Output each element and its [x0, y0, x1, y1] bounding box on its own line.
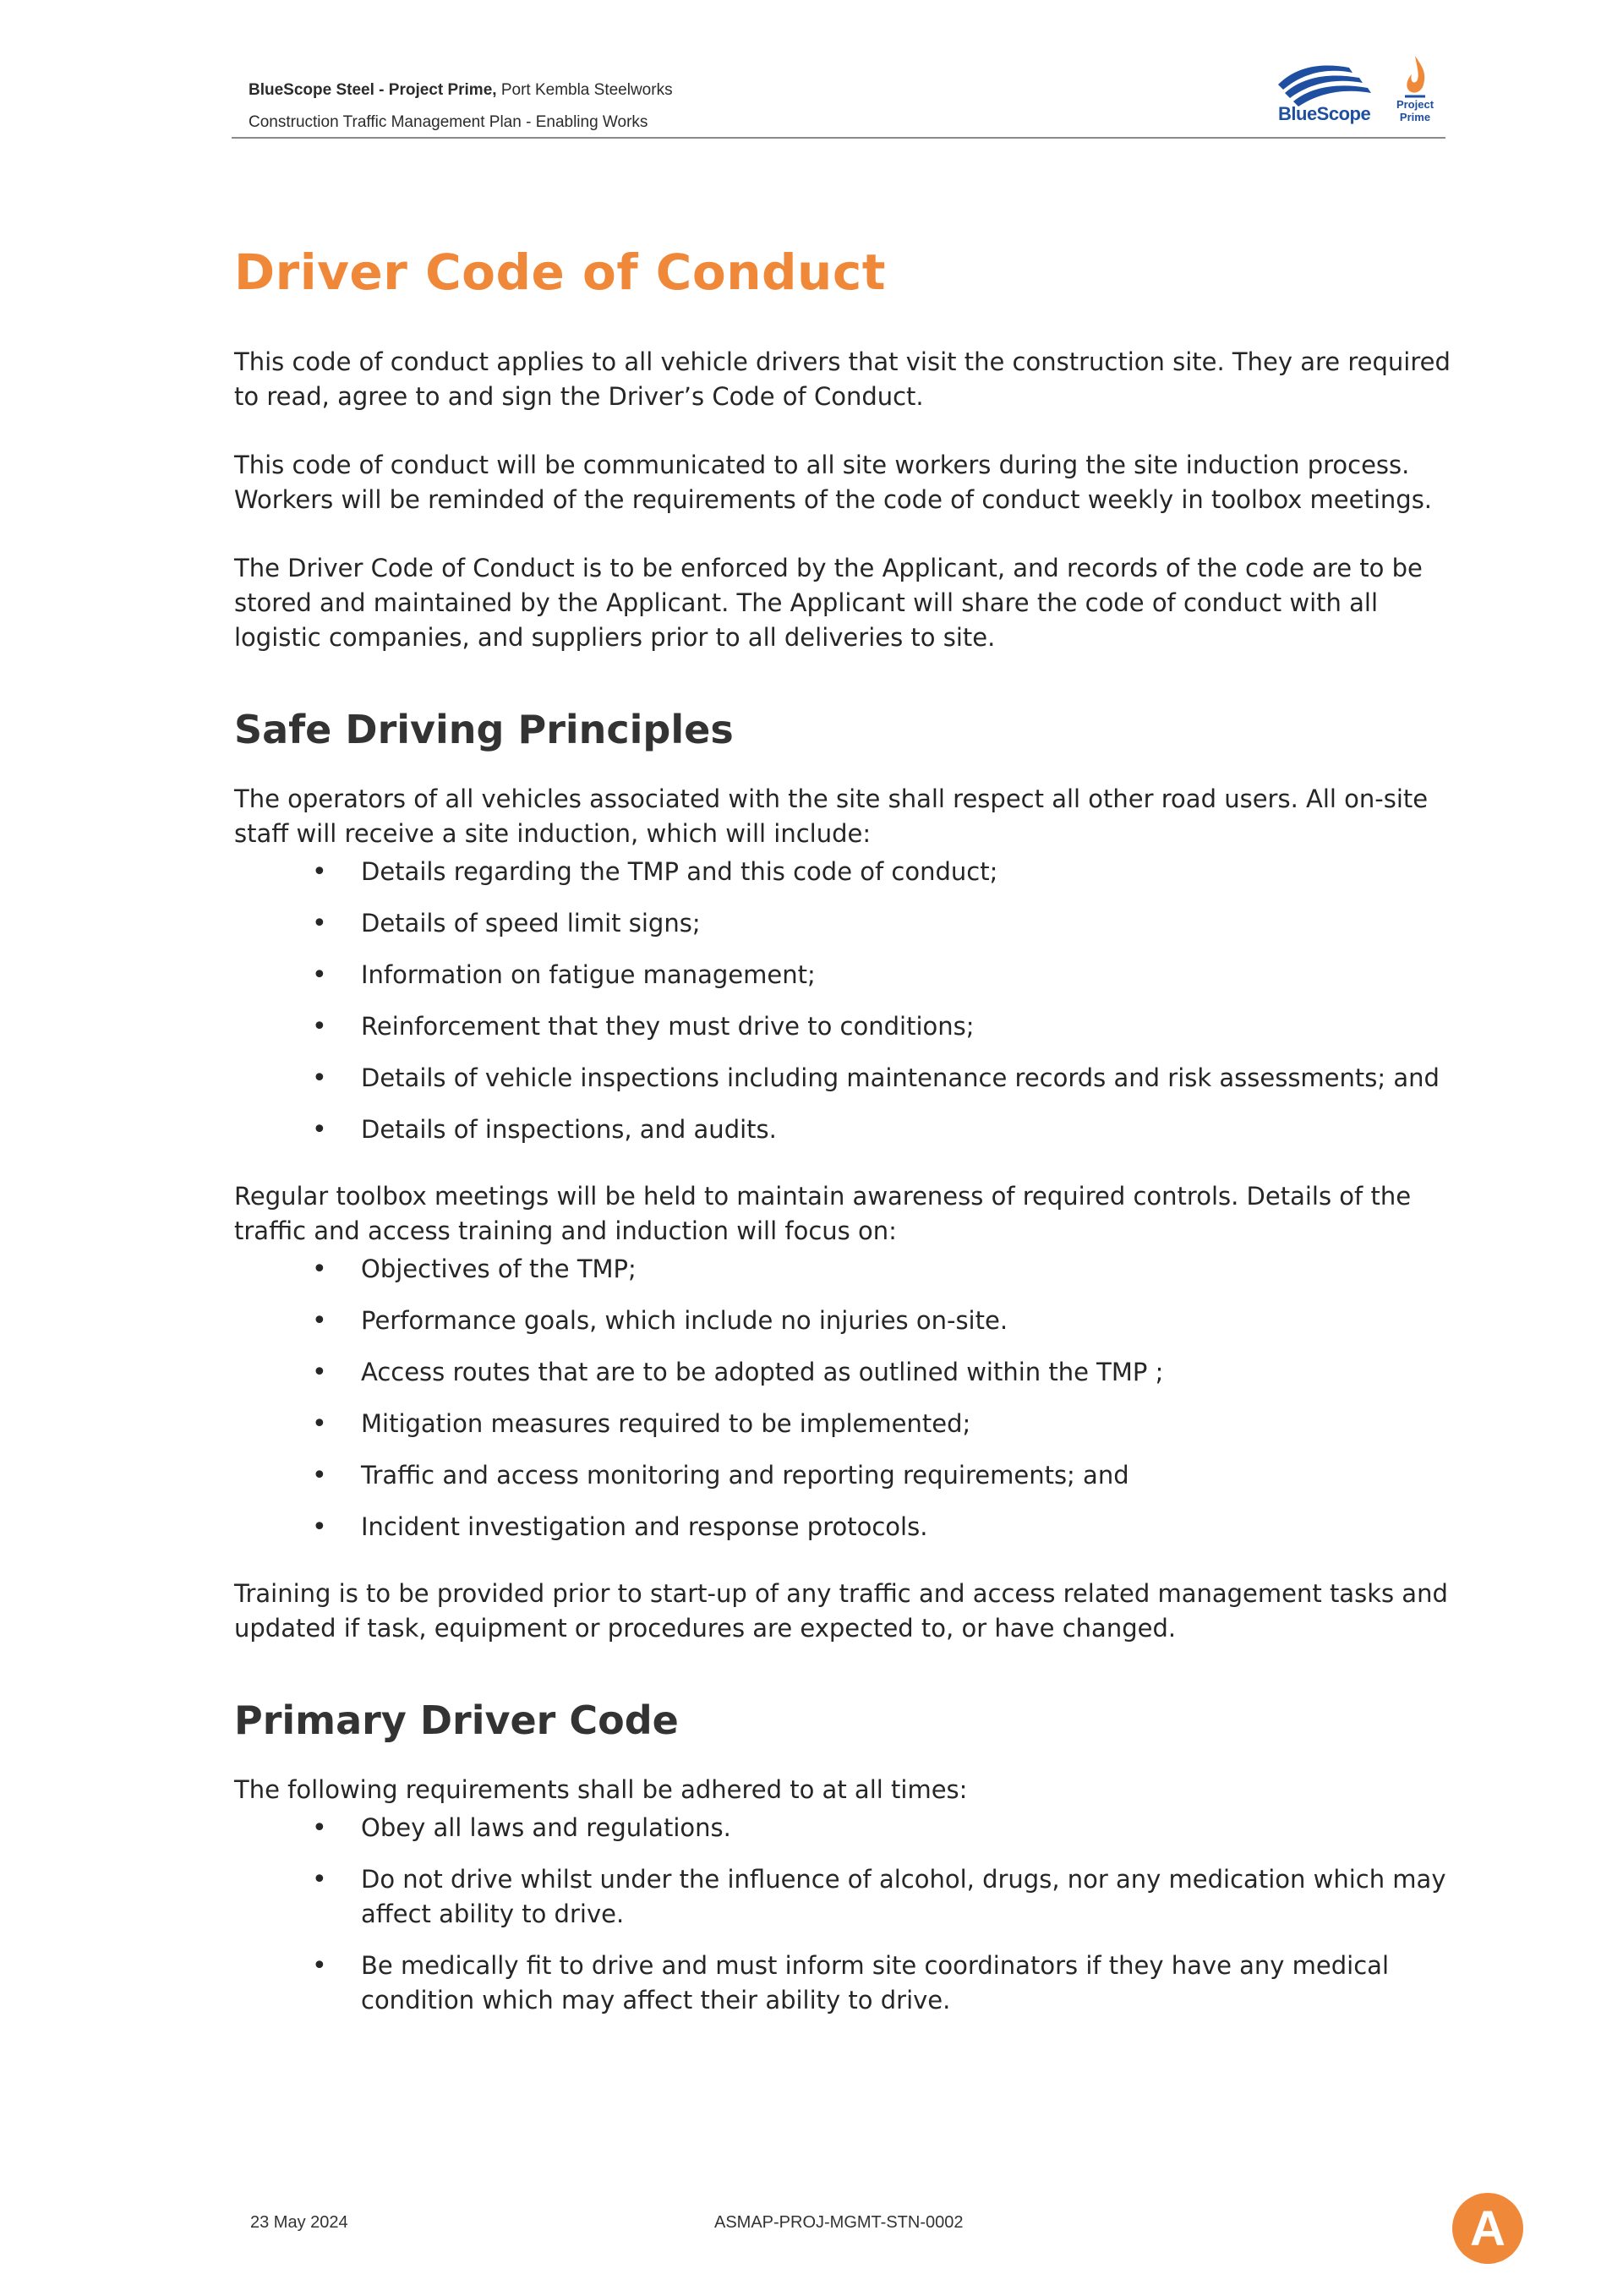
intro-paragraph-2: This code of conduct will be communicated to all site workers during the site induction process. Workers will be reminded of the requirements of the code of conduct weekly in toolbox meetings.: [234, 451, 1433, 514]
safe-driving-intro: The operators of all vehicles associated with the site shall respect all other road users. All on-site staff will receive a site induction, which will include:: [234, 784, 1429, 848]
document-body: [234, 237, 1451, 2050]
focus-list: [234, 1252, 1451, 1544]
intro-paragraph-3: The Driver Code of Conduct is to be enforced by the Applicant, and records of the code are to be stored and maintained by the Applicant. The Applicant will share the code of conduct with all logistic companies, and suppliers prior to all deliveries to site.: [234, 554, 1423, 652]
training-paragraph: Training is to be provided prior to start-up of any traffic and access related management tasks and updated if task, equipment or procedures are expected to, or have changed.: [234, 1579, 1448, 1643]
list-item: • Incident investigation and response protocols.: [234, 1510, 1451, 1544]
prime-logo-line-1: Project: [1396, 98, 1434, 111]
list-item: • Obey all laws and regulations.: [234, 1811, 1451, 1845]
page-title: Driver Code of Conduct: [234, 243, 886, 301]
list-item: • Details of speed limit signs;: [234, 906, 1451, 941]
project-prime-logo-text: [1390, 98, 1440, 123]
page-header: [232, 73, 1445, 139]
list-item: • Be medically fit to drive and must inform site coordinators if they have any medical condition which may affect their ability to drive.: [234, 1949, 1451, 2018]
header-subtitle: Construction Traffic Management Plan - Enabling Works: [249, 113, 648, 131]
list-item: • Performance goals, which include no injuries on-site.: [234, 1304, 1451, 1338]
list-item: • Details of inspections, and audits.: [234, 1112, 1451, 1147]
footer-date: 23 May 2024: [250, 2213, 348, 2232]
intro-paragraph-1: This code of conduct applies to all vehicle drivers that visit the construction site. They are required to read, agree to and sign the Driver’s Code of Conduct.: [234, 347, 1451, 411]
primary-code-intro: The following requirements shall be adhered to at all times:: [234, 1775, 968, 1804]
primary-code-heading: Primary Driver Code: [234, 1697, 679, 1743]
induction-list: [234, 855, 1451, 1147]
prime-logo-line-2: Prime: [1399, 111, 1431, 123]
header-company: BlueScope Steel - Project Prime,: [249, 81, 497, 99]
toolbox-intro: Regular toolbox meetings will be held to maintain awareness of required controls. Details of the traffic and access training and induction will focus on:: [234, 1182, 1412, 1245]
list-item: • Details regarding the TMP and this code of conduct;: [234, 855, 1451, 889]
list-item: • Reinforcement that they must drive to conditions;: [234, 1009, 1451, 1044]
bluescope-logo-text: BlueScope: [1278, 103, 1371, 124]
footer-doc-number: ASMAP-PROJ-MGMT-STN-0002: [714, 2213, 964, 2232]
list-item: • Details of vehicle inspections including maintenance records and risk assessments; and: [234, 1061, 1451, 1096]
list-item: • Objectives of the TMP;: [234, 1252, 1451, 1287]
header-location: Port Kembla Steelworks: [500, 81, 673, 99]
safe-driving-heading: Safe Driving Principles: [234, 707, 734, 752]
list-item: • Traffic and access monitoring and reporting requirements; and: [234, 1458, 1451, 1493]
footer-logo-letter: A: [1470, 2201, 1506, 2256]
header-line-1: [249, 81, 673, 100]
list-item: • Information on fatigue management;: [234, 958, 1451, 992]
list-item: • Access routes that are to be adopted as outlined within the TMP ;: [234, 1355, 1451, 1390]
company-a-logo-icon: [1451, 2191, 1525, 2266]
list-item: • Do not drive whilst under the influence of alcohol, drugs, nor any medication which may affect ability to drive.: [234, 1862, 1451, 1932]
list-item: • Mitigation measures required to be implemented;: [234, 1407, 1451, 1441]
primary-code-list: [234, 1811, 1451, 2018]
